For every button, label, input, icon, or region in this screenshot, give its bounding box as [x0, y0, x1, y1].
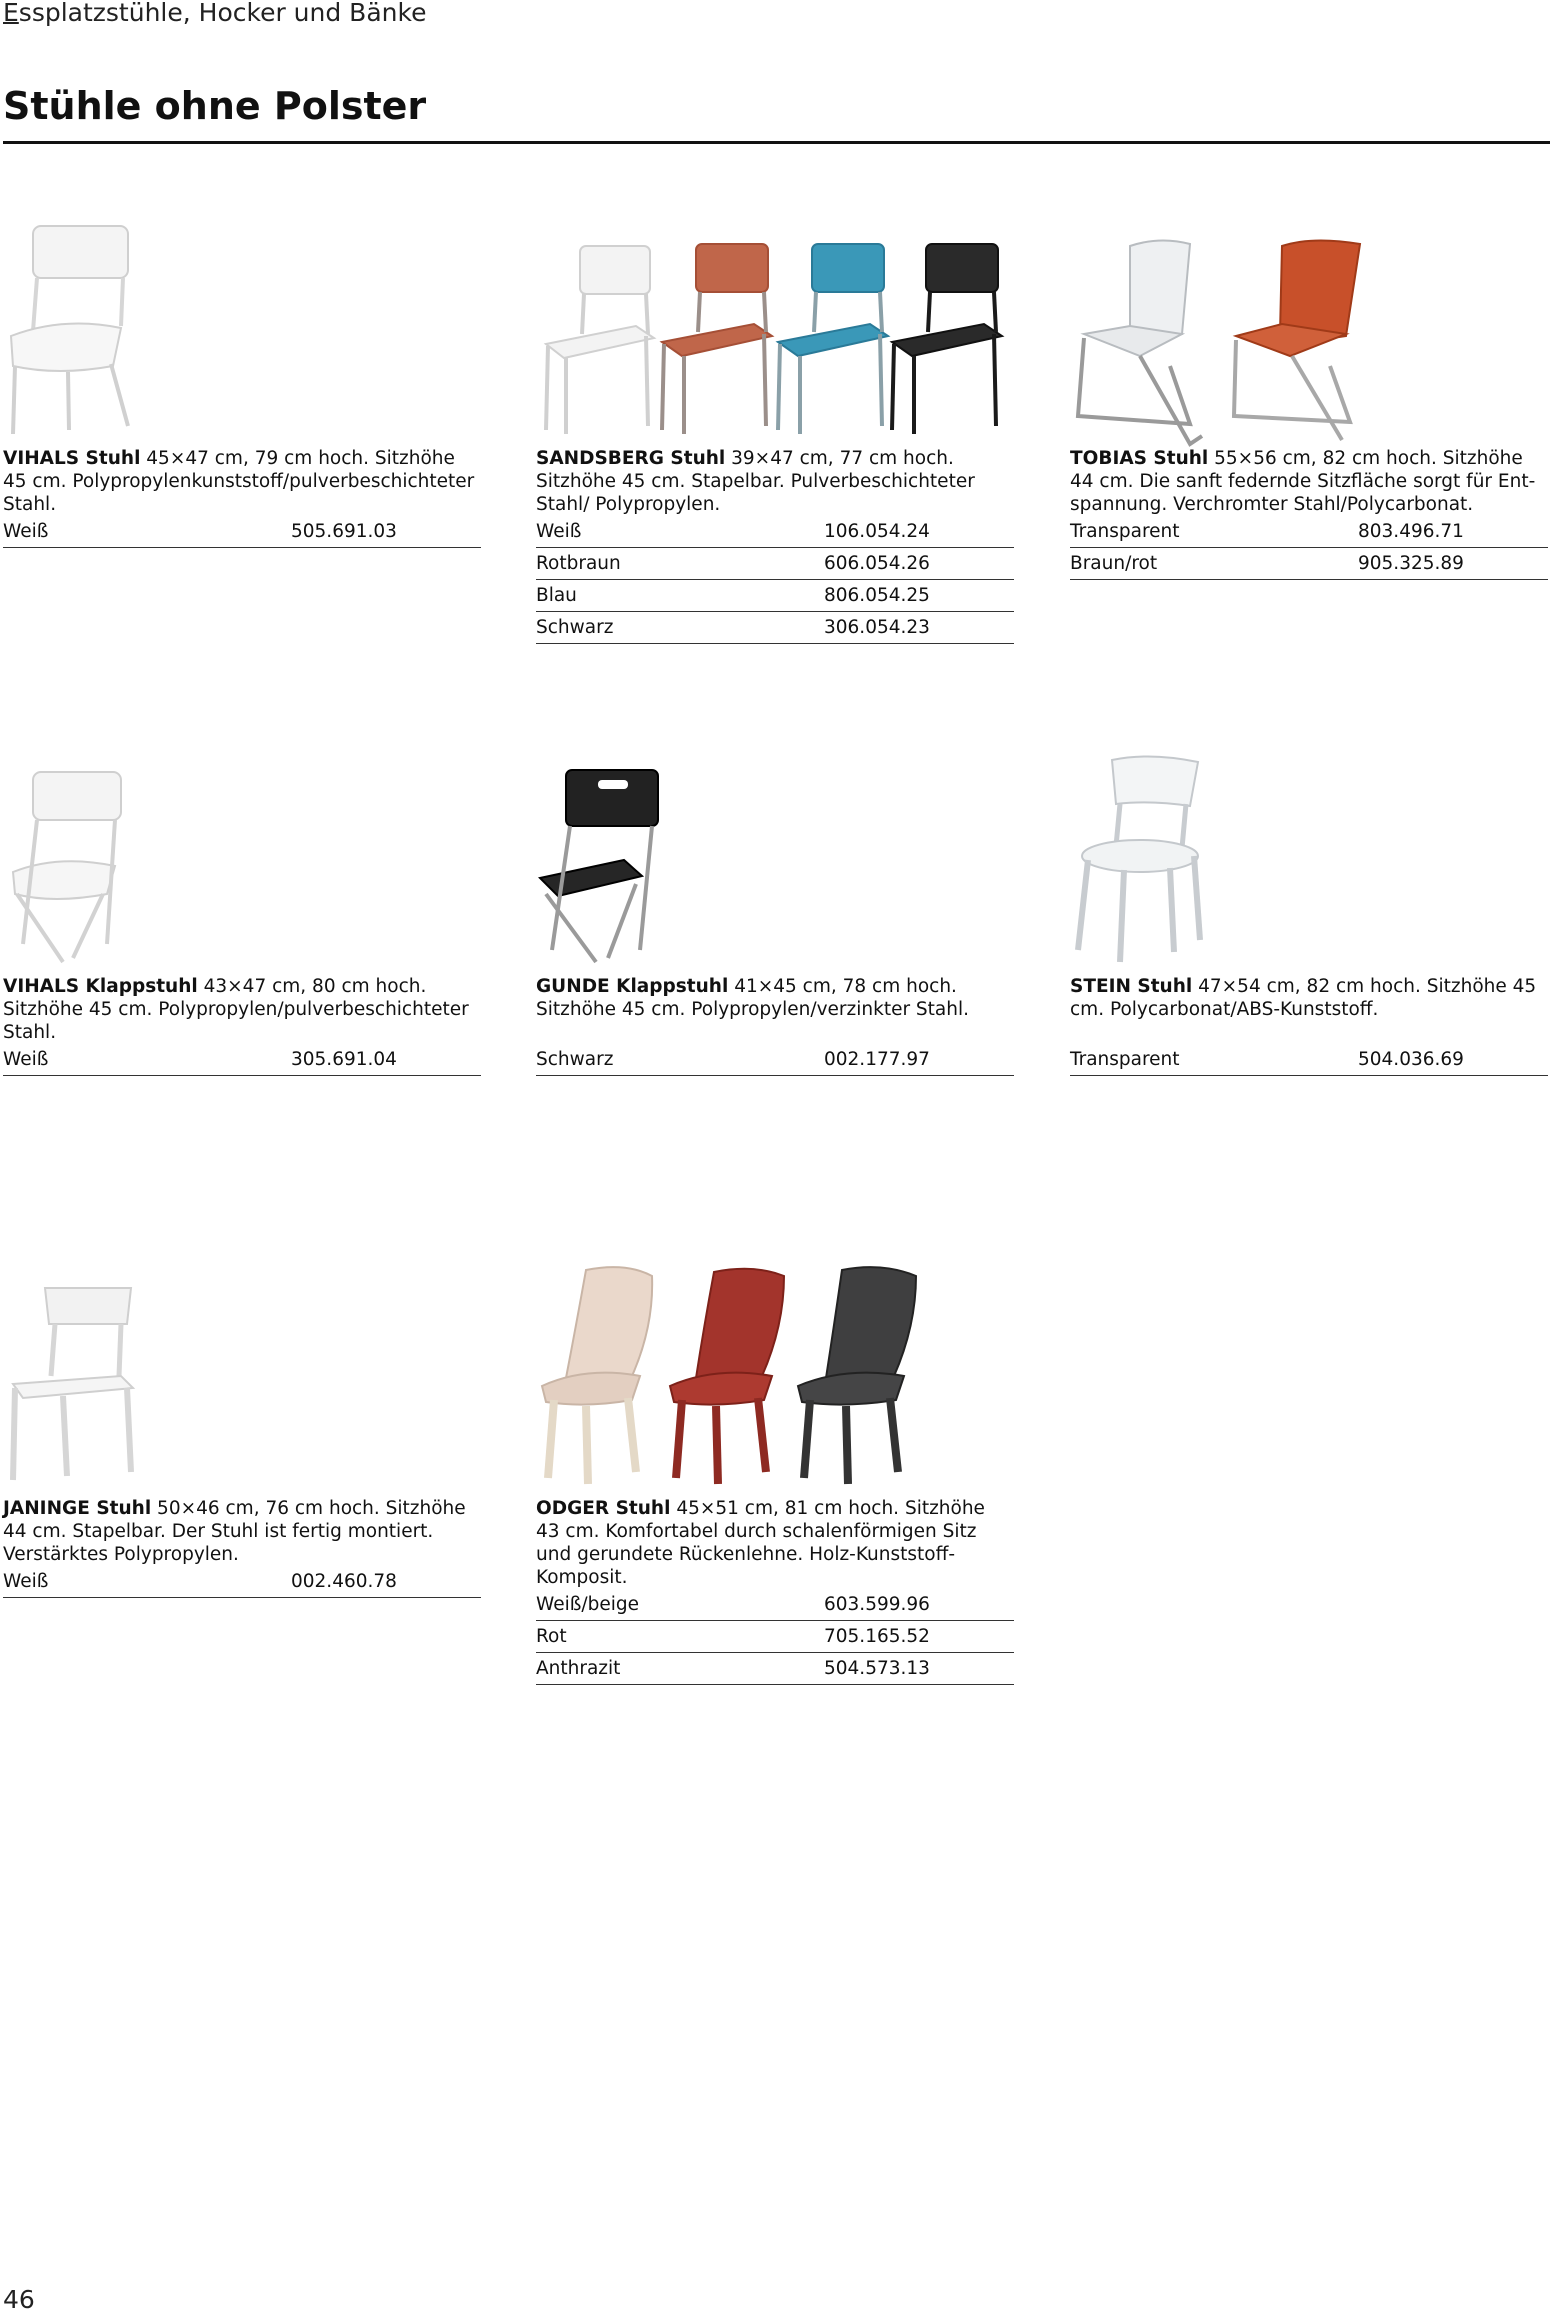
article-number: 606.054.26 [824, 553, 930, 574]
variant-row [536, 612, 1014, 644]
product-description [536, 975, 1014, 1044]
article-number: 504.036.69 [1358, 1049, 1464, 1070]
product-specs: 45×47 cm, 79 cm hoch. Sitzhöhe 45 cm. Polypropylenkunststoff/pulverbeschichteter Stahl. [3, 448, 475, 515]
variant-color: Weiß [3, 1571, 49, 1592]
product-description [3, 975, 481, 1044]
white-folding-chair-icon [3, 744, 133, 964]
shell-chairs-icon [536, 1266, 936, 1486]
variant-color: Transparent [1070, 1049, 1180, 1070]
product-description [3, 447, 481, 516]
product-description [3, 1497, 481, 1566]
variant-row [536, 1653, 1014, 1685]
product-name: SANDSBERG Stuhl [536, 448, 726, 469]
product-specs: 47×54 cm, 82 cm hoch. Sitzhöhe 45 cm. Polycarbonat/ABS-Kunststoff. [1070, 976, 1537, 1020]
variant-row [3, 1044, 481, 1076]
transparent-chair-icon [1070, 744, 1210, 964]
product-photo [3, 744, 481, 964]
product-name: ODGER Stuhl [536, 1498, 671, 1519]
article-number: 305.691.04 [291, 1049, 397, 1070]
page-number: 46 [3, 2285, 35, 2314]
variant-row [536, 1621, 1014, 1653]
product-name: VIHALS Stuhl [3, 448, 141, 469]
variant-color: Weiß/beige [536, 1594, 640, 1615]
product-name: JANINGE Stuhl [3, 1498, 152, 1519]
product-card-tobias-stuhl [1070, 216, 1548, 580]
variant-color: Rotbraun [536, 553, 621, 574]
variant-row [536, 548, 1014, 580]
variant-color: Transparent [1070, 521, 1180, 542]
product-name: TOBIAS Stuhl [1070, 448, 1209, 469]
article-number: 803.496.71 [1358, 521, 1464, 542]
product-description [536, 447, 1014, 516]
variant-color: Braun/rot [1070, 553, 1158, 574]
variant-color: Blau [536, 585, 577, 606]
breadcrumb-first-letter: E [3, 0, 19, 27]
product-description [1070, 447, 1548, 516]
product-card-stein-stuhl [1070, 744, 1548, 1076]
product-name: GUNDE Klappstuhl [536, 976, 729, 997]
variant-color: Rot [536, 1626, 567, 1647]
white-plastic-chair-icon [3, 1266, 143, 1486]
article-number: 002.460.78 [291, 1571, 397, 1592]
stacking-chairs-icon [536, 216, 1016, 436]
article-number: 603.599.96 [824, 1594, 930, 1615]
product-photo [3, 216, 481, 436]
product-card-odger-stuhl [536, 1266, 1014, 1685]
article-number: 306.054.23 [824, 617, 930, 638]
product-specs: 50×46 cm, 76 cm hoch. Sitzhöhe 44 cm. Stapelbar. Der Stuhl ist fertig montiert. Verstärktes Polypropylen. [3, 1498, 466, 1565]
product-photo [1070, 216, 1548, 436]
variant-row [1070, 516, 1548, 548]
variant-row [536, 1044, 1014, 1076]
variant-color: Schwarz [536, 617, 614, 638]
article-number: 705.165.52 [824, 1626, 930, 1647]
variant-row [1070, 1044, 1548, 1076]
variant-row [1070, 548, 1548, 580]
product-card-vihals-klappstuhl [3, 744, 481, 1076]
product-specs: 55×56 cm, 82 cm hoch. Sitzhöhe 44 cm. Die sanft federnde Sitzfläche sorgt für Entspannung. Verchromter Stahl/Polycarbonat. [1070, 448, 1536, 515]
product-card-vihals-stuhl [3, 216, 481, 548]
breadcrumb-text: ssplatzstühle, Hocker und Bänke [18, 0, 427, 27]
title-divider [3, 141, 1550, 144]
product-specs: 43×47 cm, 80 cm hoch. Sitzhöhe 45 cm. Polypropylen/pulverbeschichteter Stahl. [3, 976, 469, 1043]
variant-color: Schwarz [536, 1049, 614, 1070]
variant-color: Weiß [3, 521, 49, 542]
article-number: 002.177.97 [824, 1049, 930, 1070]
product-name: STEIN Stuhl [1070, 976, 1193, 997]
article-number: 505.691.03 [291, 521, 397, 542]
article-number: 106.054.24 [824, 521, 930, 542]
article-number: 504.573.13 [824, 1658, 930, 1679]
product-photo [536, 744, 1014, 964]
product-specs: 41×45 cm, 78 cm hoch. Sitzhöhe 45 cm. Polypropylen/verzinkter Stahl. [536, 976, 970, 1020]
variant-color: Anthrazit [536, 1658, 621, 1679]
article-number: 806.054.25 [824, 585, 930, 606]
product-specs: 39×47 cm, 77 cm hoch. Sitzhöhe 45 cm. Stapelbar. Pulverbeschichteter Stahl/ Polypropylen. [536, 448, 975, 515]
variant-color: Weiß [3, 1049, 49, 1070]
cantilever-chairs-icon [1070, 216, 1380, 446]
black-folding-chair-icon [536, 744, 666, 964]
page-title: Stühle ohne Polster [3, 84, 427, 128]
variant-color: Weiß [536, 521, 582, 542]
variant-row [536, 516, 1014, 548]
variant-row [3, 516, 481, 548]
product-card-janinge-stuhl [3, 1266, 481, 1598]
product-card-gunde-klappstuhl [536, 744, 1014, 1076]
product-photo [3, 1266, 481, 1486]
product-photo [536, 216, 1014, 436]
product-description [1070, 975, 1548, 1044]
breadcrumb [3, 0, 426, 27]
variant-row [3, 1566, 481, 1598]
variant-row [536, 580, 1014, 612]
product-card-sandsberg-stuhl [536, 216, 1014, 644]
variant-row [536, 1589, 1014, 1621]
white-chair-icon [3, 216, 143, 436]
product-photo [1070, 744, 1548, 964]
product-name: VIHALS Klappstuhl [3, 976, 198, 997]
article-number: 905.325.89 [1358, 553, 1464, 574]
product-specs: 45×51 cm, 81 cm hoch. Sitzhöhe 43 cm. Komfortabel durch schalenförmigen Sitz und gerundete Rückenlehne. Holz-Kunststoff-Komposit. [536, 1498, 985, 1588]
product-photo [536, 1266, 1014, 1486]
product-description [536, 1497, 1014, 1589]
